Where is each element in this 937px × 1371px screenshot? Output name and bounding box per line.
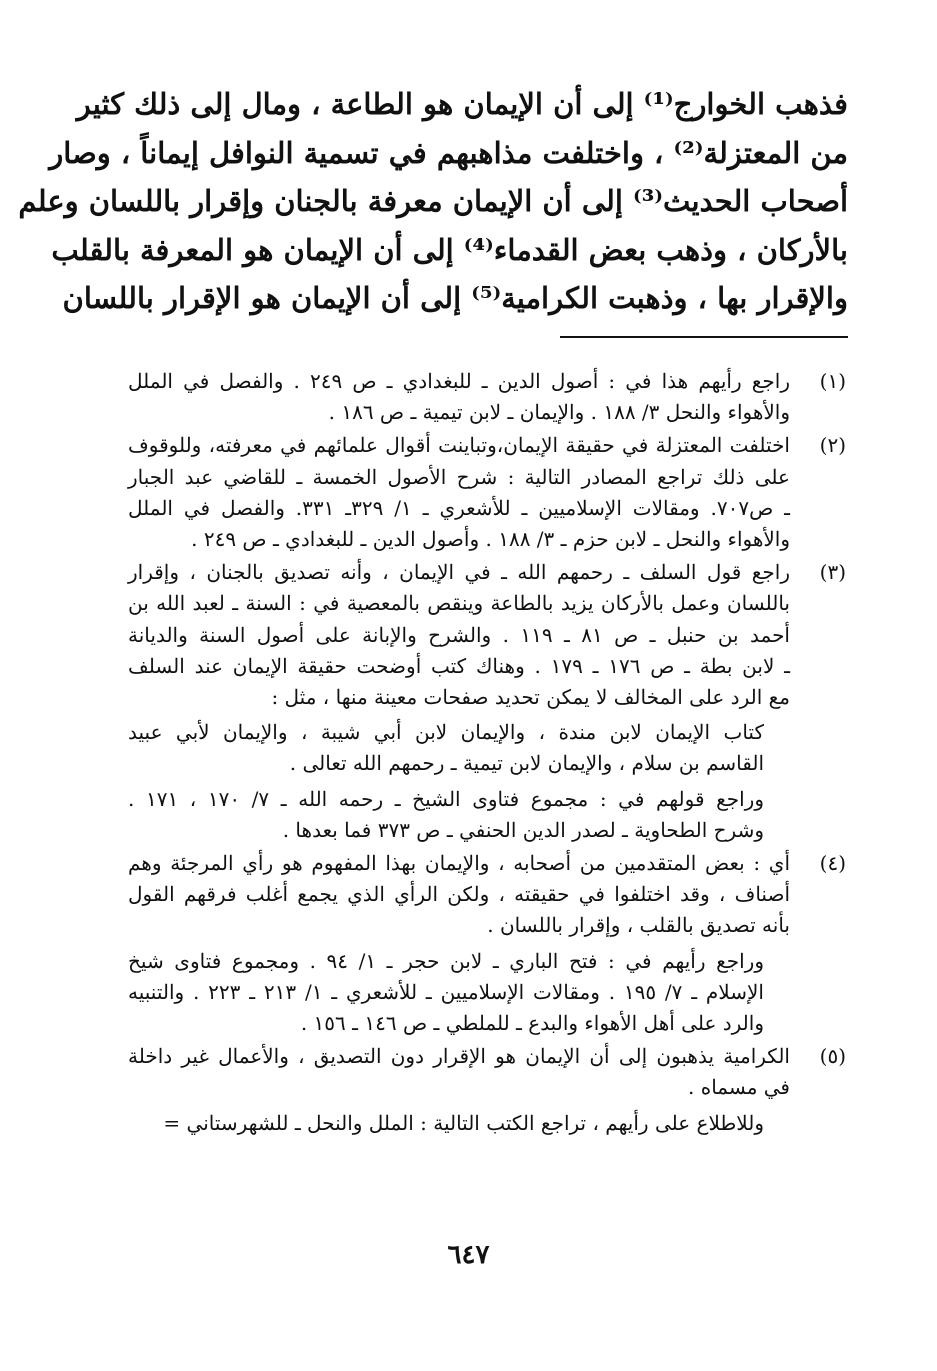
footnote-number: (٥) [819,1044,846,1069]
footnote-line: أحمد بن حنبل ـ ص ٨١ ـ ١١٩ . والشرح والإبانة على أصول السنة والديانة [128,622,790,647]
footnote-continuation [128,1108,790,1139]
footnote-line: الكرامية يذهبون إلى أن الإيمان هو الإقرار دون التصديق ، والأعمال غير داخلة [128,1044,790,1069]
footnote-number: (٤) [819,851,846,876]
footnote-line: والأهواء والنحل ٣/ ١٨٨ . والإيمان ـ لابن تيمية ـ ص ١٨٦ . [328,400,790,425]
main-text-line: بالأركان ، وذهب بعض القدماء⁽⁴⁾ إلى أن الإيمان هو المعرفة بالقلب [51,232,848,267]
footnote-number: (٢) [819,433,846,458]
footnote-line: على ذلك تراجع المصادر التالية : شرح الأصول الخمسة ـ للقاضي عبد الجبار [128,464,790,489]
footnote-1 [128,366,848,428]
footnote-line: كتاب الإيمان لابن مندة ، والإيمان لابن أبي شيبة ، والإيمان لأبي عبيد [128,720,764,745]
footnote-line: والرد على أهل الأهواء والبدع ـ للملطي ـ ص ١٤٦ ـ ١٥٦ . [300,1011,764,1036]
footnote-line: اختلفت المعتزلة في حقيقة الإيمان،وتباينت أقوال علمائهم في معرفته، وللوقوف [128,433,790,458]
footnote-line: مع الرد على المخالف لا يمكن تحديد صفحات معينة منها ، مثل : [271,685,790,710]
footnotes [128,366,848,1141]
footnote-continuation [128,717,790,779]
footnote-line: وراجع قولهم في : مجموع فتاوى الشيخ ـ رحمه الله ـ ٧/ ١٧٠ ، ١٧١ . [128,786,764,811]
page-number: ٦٤٧ [447,1240,490,1270]
main-text-line: والإقرار بها ، وذهبت الكرامية⁽⁵⁾ إلى أن الإيمان هو الإقرار باللسان [62,281,848,315]
footnote-line: القاسم بن سلام ، والإيمان لابن تيمية ـ رحمهم الله تعالى . [289,751,764,776]
footnote-line: ـ لابن بطة ـ ص ١٧٦ ـ ١٧٩ . وهناك كتب أوضحت حقيقة الإيمان عند السلف [128,653,790,678]
footnote-line: وشرح الطحاوية ـ لصدر الدين الحنفي ـ ص ٣٧٣ فما بعدها . [282,817,764,842]
footnote-2 [128,430,848,555]
main-text-line: من المعتزلة⁽²⁾ ، واختلفت مذاهبهم في تسمية النوافل إيماناً ، وصار [49,135,848,170]
footnote-separator [560,336,848,338]
main-text [18,80,848,323]
footnote-line: أي : بعض المتقدمين من أصحابه ، والإيمان بهذا المفهوم هو رأي المرجئة وهم [128,851,790,876]
footnote-line: الإسلام ـ ٧/ ١٩٥ . ومقالات الإسلاميين ـ للأشعري ـ ١/ ٢١٣ ـ ٢٢٣ . والتنبيه [128,979,764,1004]
footnote-3 [128,557,848,846]
main-text-line: فذهب الخوارج⁽¹⁾ إلى أن الإيمان هو الطاعة ، ومال إلى ذلك كثير [76,87,848,121]
footnote-continuation [128,784,790,846]
footnote-continuation [128,946,790,1040]
footnote-line: أصناف ، وقد اختلفوا في حقيقته ، ولكن الرأي الذي يجمع أغلب فرقهم القول [128,882,790,907]
footnote-number: (١) [819,369,846,393]
footnote-5 [128,1041,848,1139]
footnote-line: ـ ص٧٠٧. ومقالات الإسلاميين ـ للأشعري ـ ١/ ٣٢٩ـ ٣٣١. والفصل في الملل [128,495,791,520]
footnote-line: والأهواء والنحل ـ لابن حزم ـ ٣/ ١٨٨ . وأصول الدين ـ للبغدادي ـ ص ٢٤٩ . [191,527,790,552]
footnote-line: باللسان وعمل بالأركان يزيد بالطاعة وينقص بالمعصية في : السنة ـ لعبد الله بن [128,591,790,616]
footnote-line: راجع رأيهم هذا في : أصول الدين ـ للبغدادي ـ ص ٢٤٩ . والفصل في الملل [128,369,790,393]
footnote-line: راجع قول السلف ـ رحمهم الله ـ في الإيمان ، وأنه تصديق بالجنان ، وإقرار [128,560,790,585]
footnote-line: بأنه تصديق بالقلب ، وإقرار باللسان . [487,913,790,938]
main-text-line: أصحاب الحديث⁽³⁾ إلى أن الإيمان معرفة بالجنان وإقرار باللسان وعلم [18,184,848,218]
footnote-4 [128,848,848,1039]
footnote-number: (٣) [819,560,846,585]
footnote-line: وللاطلاع على رأيهم ، تراجع الكتب التالية : الملل والنحل ـ للشهرستاني = [163,1110,764,1135]
footnote-line: في مسماه . [688,1075,790,1100]
footnote-line: وراجع رأيهم في : فتح الباري ـ لابن حجر ـ ١/ ٩٤ . ومجموع فتاوى شيخ [128,948,764,973]
